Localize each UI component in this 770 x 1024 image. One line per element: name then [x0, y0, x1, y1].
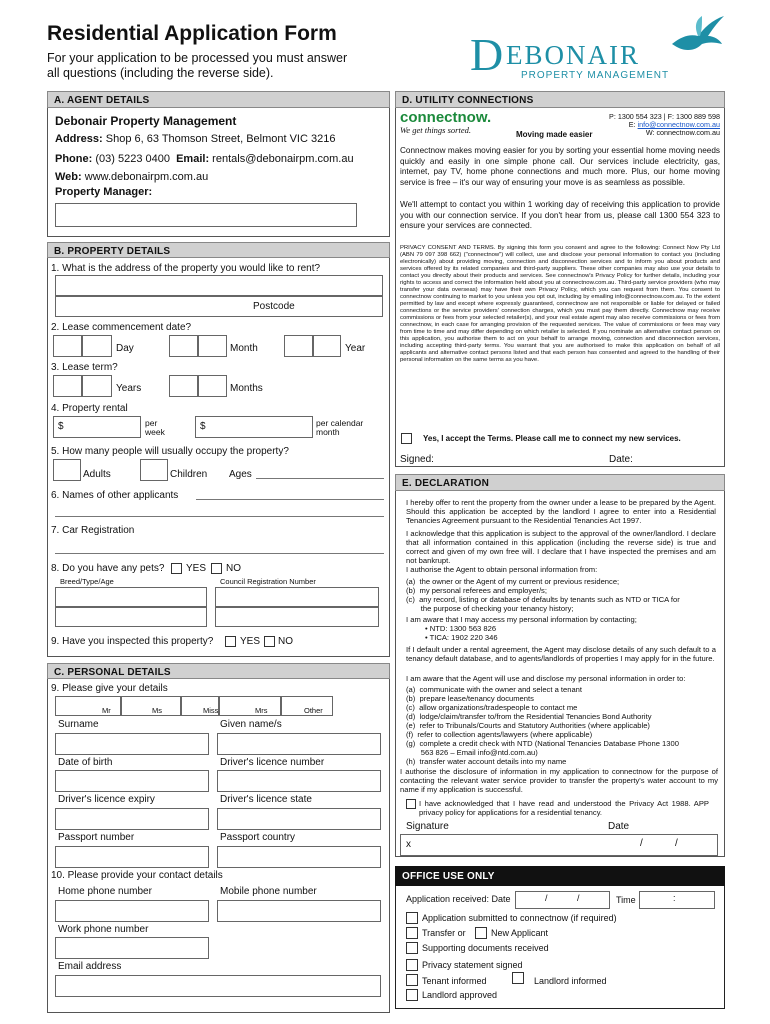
lease-years-2[interactable]: [82, 375, 112, 397]
month-label: Month: [230, 343, 258, 354]
office-new-applicant-label: New Applicant: [491, 928, 549, 938]
lease-day-1[interactable]: [53, 335, 82, 357]
property-manager-input[interactable]: [55, 203, 357, 227]
licence-number-label: Driver's licence number: [220, 757, 325, 768]
connectnow-tagline: We get things sorted.: [400, 125, 471, 135]
per-label: per: [145, 418, 158, 428]
office-privacy-signed-checkbox[interactable]: [406, 959, 418, 971]
per-calendar-label: per calendar: [316, 418, 364, 428]
received-slash-1: /: [545, 893, 548, 903]
decl-list2-f: (f) refer to collection agents/lawyers (where applicable): [406, 730, 593, 739]
utility-header: D. UTILITY CONNECTIONS: [395, 91, 725, 108]
ages-input[interactable]: [256, 478, 384, 479]
title-other-label: Other: [304, 706, 323, 715]
declaration-p7: I authorise the disclosure of information in my application to connectnow for the purpose of contacting the relevant water service provider to transfer the property's water account to my name if my application is successful.: [400, 767, 718, 794]
time-label: Time: [616, 895, 636, 905]
decl-list2-h: (h) transfer water account details into my name: [406, 757, 567, 766]
children-input[interactable]: [140, 459, 168, 481]
ages-label: Ages: [229, 469, 252, 480]
office-landlord-informed-checkbox[interactable]: [512, 972, 524, 984]
office-landlord-approved-label: Landlord approved: [422, 990, 498, 1000]
q5-label: 5. How many people will usually occupy the property?: [51, 446, 289, 457]
time-colon: :: [673, 893, 676, 903]
surname-input[interactable]: [55, 733, 209, 755]
office-use-header: OFFICE USE ONLY: [395, 866, 725, 886]
given-name-input[interactable]: [217, 733, 381, 755]
utility-paragraph-1: Connectnow makes moving easier for you by sorting your essential home moving needs quickly and easily in one simple phone call. Our services include electricity, gas, internet, pay TV, home phone connections and much more. Plus, our home moving service is free – it's our way of ensuring your move is as seamless as possible.: [400, 146, 720, 187]
agent-details-header: A. AGENT DETAILS: [47, 91, 390, 108]
property-manager-label: Property Manager:: [55, 186, 153, 198]
date-slash-2: /: [675, 838, 678, 849]
privacy-consent-text: PRIVACY CONSENT AND TERMS. By signing this form you consent and agree to the following: Connect Now Pty Ltd (ABN 79 097 398 662) ("connectnow") will collect, use and disclose your personal information to contact you (including electronically) about providing moving, connection and disconnection services and to inform you about products and services offered by its related companies and third-party suppliers. These other companies may also use your details to contact you directly about their products and services. See connectnow's Privacy Policy for further details, including your rights to access and correct the information held about you at connectnow.com.au. Third-party service providers (who may transfer your data overseas) may have their own Privacy Policy, which you can request from them. You consent to connectnow continuing to market to you unless you opt out, including by emailing info@connectnow.com.au. To the extent permitted by law and except where expressly guaranteed, connectnow are not responsible or liable for delayed or failed connections or the service providers' connection charges, which you must pay them directly. Connectnow may receive commissions or fees from your selected retailer(s), and your real estate agent may also receive commissions or fees from connectnow, in each case for arranging provision of the requested services. The value of commissions or fees may vary from time to time and may differ depending on which retailer is selected. If you nominate an alternative contact person on this application, you authorise them to act on your behalf to arrange moving, connection and disconnection services, including accepting third-party terms. You warrant that you are authorised to make this application on behalf of all applicants and alternative contact persons listed and that each person has consented and agreed to the handling of their personal information on the same terms as you have.: [400, 245, 720, 363]
title-mrs-label: Mrs: [255, 706, 268, 715]
rent-per-week-input[interactable]: [53, 416, 141, 438]
office-supporting-docs-checkbox[interactable]: [406, 942, 418, 954]
office-tenant-informed-label: Tenant informed: [422, 976, 487, 986]
decl-list1-b: (b) my personal referees and employer/s;: [406, 586, 547, 595]
title-mr-box[interactable]: [55, 696, 121, 716]
signature-input[interactable]: [400, 834, 718, 856]
licence-expiry-input[interactable]: [55, 808, 209, 830]
office-new-applicant-checkbox[interactable]: [475, 927, 487, 939]
email-label: Email address: [58, 961, 122, 972]
postcode-label: Postcode: [253, 301, 295, 312]
decl-list2-b: (b) prepare lease/tenancy documents: [406, 694, 534, 703]
inspected-no-label: NO: [278, 636, 293, 647]
licence-expiry-label: Driver's licence expiry: [58, 794, 155, 805]
decl-list2-c: (c) allow organizations/tradespeople to contact me: [406, 703, 578, 712]
inspected-yes-checkbox[interactable]: [225, 636, 236, 647]
q10-label: 10. Please provide your contact details: [51, 870, 223, 881]
lease-day-2[interactable]: [82, 335, 112, 357]
connectnow-email-link[interactable]: info@connectnow.com.au: [637, 120, 720, 129]
subtitle-line-1: For your application to be processed you must answer: [47, 51, 348, 65]
council-input-2[interactable]: [215, 607, 379, 627]
declaration-p4: I am aware that I may access my personal information by contacting;: [406, 615, 637, 624]
office-supporting-docs-label: Supporting documents received: [422, 943, 549, 953]
agent-address: Address: Shop 6, 63 Thomson Street, Belmont VIC 3216: [55, 133, 336, 145]
accept-terms-checkbox[interactable]: [401, 433, 412, 444]
dollar-sign-2: $: [200, 421, 206, 432]
office-submitted-label: Application submitted to connectnow (if required): [422, 913, 617, 923]
decl-list2-a: (a) communicate with the owner and select a tenant: [406, 685, 583, 694]
lease-years-1[interactable]: [53, 375, 82, 397]
decl-list2-d: (d) lodge/claim/transfer to/from the Residential Tenancies Bond Authority: [406, 712, 652, 721]
licence-state-input[interactable]: [217, 808, 381, 830]
signature-label: Signature: [406, 821, 449, 832]
home-phone-label: Home phone number: [58, 886, 152, 897]
decl-list1-c: (c) any record, listing or database of defaults by tenants such as NTD or TICA for: [406, 595, 680, 604]
other-applicants-input[interactable]: [196, 499, 384, 500]
property-address-input[interactable]: [55, 275, 383, 296]
council-input-1[interactable]: [215, 587, 379, 607]
connectnow-phone: P: 1300 554 323 | F: 1300 889 598: [609, 112, 720, 121]
lease-month-1[interactable]: [169, 335, 198, 357]
received-time-input[interactable]: [639, 891, 715, 909]
q7-label: 7. Car Registration: [51, 525, 135, 536]
agent-web: Web: www.debonairpm.com.au: [55, 171, 209, 183]
licence-number-input[interactable]: [217, 770, 381, 792]
pets-yes-label: YES: [186, 563, 207, 574]
property-details-header: B. PROPERTY DETAILS: [47, 242, 390, 258]
decl-list2-g2: 563 826 – Email info@ntd.com.au): [406, 748, 538, 757]
lease-months-2[interactable]: [198, 375, 227, 397]
property-address-input-2[interactable]: [55, 296, 383, 317]
declaration-header: E. DECLARATION: [395, 474, 725, 491]
title-miss-label: Miss: [203, 706, 219, 715]
licence-state-label: Driver's licence state: [220, 794, 312, 805]
q4-label: 4. Property rental: [51, 403, 128, 414]
other-applicants-input-2[interactable]: [55, 516, 384, 517]
passport-number-label: Passport number: [58, 832, 135, 843]
debonair-logo: [470, 14, 730, 84]
declaration-p1: I hereby offer to rent the property from the owner under a lease to be prepared by the Agent. Should this application be accepted by the landlord I agree to enter into a Residential Tenancies Agreement pursuant to the Residential Tenancies Act 1997.: [406, 498, 716, 525]
q3-label: 3. Lease term?: [51, 362, 118, 373]
utility-signed-label: Signed:: [400, 454, 434, 465]
decl-date-label: Date: [608, 821, 630, 832]
lease-year-1[interactable]: [284, 335, 313, 357]
passport-country-input[interactable]: [217, 846, 381, 868]
dob-label: Date of birth: [58, 757, 113, 768]
dollar-sign: $: [58, 421, 64, 432]
date-slash-1: /: [640, 838, 643, 849]
lease-year-2[interactable]: [313, 335, 341, 357]
council-label: Council Registration Number: [220, 577, 316, 586]
lease-month-2[interactable]: [198, 335, 227, 357]
office-submitted-checkbox[interactable]: [406, 912, 418, 924]
week-label: week: [145, 427, 165, 437]
title-mrs-box[interactable]: [219, 696, 281, 716]
pets-yes-checkbox[interactable]: [171, 563, 182, 574]
subtitle-line-2: all questions (including the reverse side).: [47, 66, 274, 80]
moving-made-easier: Moving made easier: [516, 130, 593, 139]
connectnow-email: E: info@connectnow.com.au: [628, 120, 720, 129]
logo-subtitle: PROPERTY MANAGEMENT: [521, 70, 670, 81]
q6-label: 6. Names of other applicants: [51, 490, 179, 501]
logo-wordmark: EBONAIR: [506, 40, 640, 70]
office-landlord-informed-label: Landlord informed: [534, 976, 607, 986]
connectnow-logo: connectnow.: [400, 109, 492, 126]
logo-letter-d: D: [470, 29, 504, 80]
connectnow-web: W: connectnow.com.au: [645, 128, 720, 137]
tica-contact: • TICA: 1902 220 346: [425, 633, 498, 642]
q1-label: 1. What is the address of the property you would like to rent?: [51, 263, 321, 274]
hummingbird-icon: [668, 14, 726, 58]
work-phone-label: Work phone number: [58, 924, 149, 935]
declaration-p3: I authorise the Agent to obtain personal information from:: [406, 565, 598, 574]
adults-label: Adults: [83, 469, 111, 480]
office-transfer-label: Transfer or: [422, 928, 466, 938]
declaration-p6: I am aware that the Agent will use and disclose my personal information in order to:: [406, 674, 686, 683]
received-date-input[interactable]: [515, 891, 610, 909]
car-registration-input[interactable]: [55, 553, 384, 554]
dob-input[interactable]: [55, 770, 209, 792]
title-ms-label: Ms: [152, 706, 162, 715]
privacy-ack-label: I have acknowledged that I have read and understood the Privacy Act 1988. APP privacy policy for applications for a residential tenancy.: [419, 799, 709, 817]
personal-q9-label: 9. Please give your details: [51, 683, 168, 694]
title-mr-label: Mr: [102, 706, 111, 715]
email-input[interactable]: [55, 975, 381, 997]
decl-list2-e: (e) refer to Tribunals/Courts and Statutory Authorities (where applicable): [406, 721, 650, 730]
home-phone-input[interactable]: [55, 900, 209, 922]
mobile-phone-label: Mobile phone number: [220, 886, 317, 897]
agent-name: Debonair Property Management: [55, 114, 237, 128]
decl-list1-c2: the purpose of checking your tenancy history;: [406, 604, 574, 613]
pets-no-checkbox[interactable]: [211, 563, 222, 574]
children-label: Children: [170, 469, 208, 480]
decl-list1-a: (a) the owner or the Agent of my current or previous residence;: [406, 577, 620, 586]
office-tenant-informed-checkbox[interactable]: [406, 974, 418, 986]
accept-terms-label: Yes, I accept the Terms. Please call me to connect my new services.: [423, 434, 681, 443]
breed-label: Breed/Type/Age: [60, 577, 114, 586]
lease-months-1[interactable]: [169, 375, 198, 397]
utility-paragraph-2: We'll attempt to contact you within 1 working day of receiving this application to provide you with our connection service. If you don't hear from us, please call 1300 554 323 to ensure your services are connected.: [400, 200, 720, 230]
q8-label: 8. Do you have any pets?: [51, 563, 165, 574]
page-title: Residential Application Form: [47, 22, 337, 45]
day-label: Day: [116, 343, 134, 354]
office-privacy-signed-label: Privacy statement signed: [422, 960, 523, 970]
mobile-phone-input[interactable]: [217, 900, 381, 922]
received-slash-2: /: [577, 893, 580, 903]
title-ms-box[interactable]: [121, 696, 181, 716]
rent-per-month-input[interactable]: [195, 416, 313, 438]
cal-month-label: month: [316, 427, 340, 437]
months-label: Months: [230, 383, 263, 394]
year-label: Year: [345, 343, 366, 354]
passport-country-label: Passport country: [220, 832, 296, 843]
application-received-label: Application received: Date: [406, 894, 511, 904]
office-landlord-approved-checkbox[interactable]: [406, 989, 418, 1001]
declaration-p5: If I default under a rental agreement, the Agent may disclose details of any such default to a tenancy default database, and to agents/landlords of properties I may apply for in the future.: [406, 645, 716, 663]
office-transfer-checkbox[interactable]: [406, 927, 418, 939]
work-phone-input[interactable]: [55, 937, 209, 959]
agent-phone-email: Phone: (03) 5223 0400 Email: rentals@debonairpm.com.au: [55, 153, 354, 165]
privacy-ack-checkbox[interactable]: [406, 799, 416, 809]
utility-date-label: Date:: [609, 454, 633, 465]
adults-input[interactable]: [53, 459, 81, 481]
decl-list2-g: (g) complete a credit check with NTD (National Tenancies Database Phone 1300: [406, 739, 679, 748]
q2-label: 2. Lease commencement date?: [51, 322, 192, 333]
declaration-p2: I acknowledge that this application is subject to the approval of the owner/landlord. I declare that all information contained in this application (including the reverse side) is true and correct and given of my own free will. I declare that I have inspected the premises and am not bankrupt.: [406, 529, 716, 565]
inspected-yes-label: YES: [240, 636, 261, 647]
passport-number-input[interactable]: [55, 846, 209, 868]
given-name-label: Given name/s: [220, 719, 282, 730]
breed-input-1[interactable]: [55, 587, 207, 607]
breed-input-2[interactable]: [55, 607, 207, 627]
ntd-contact: • NTD: 1300 563 826: [425, 624, 497, 633]
personal-details-header: C. PERSONAL DETAILS: [47, 663, 390, 679]
inspected-no-checkbox[interactable]: [264, 636, 275, 647]
surname-label: Surname: [58, 719, 99, 730]
pets-no-label: NO: [226, 563, 241, 574]
signature-x: x: [406, 839, 411, 850]
years-label: Years: [116, 383, 142, 394]
q9-inspected-label: 9. Have you inspected this property?: [51, 636, 214, 647]
